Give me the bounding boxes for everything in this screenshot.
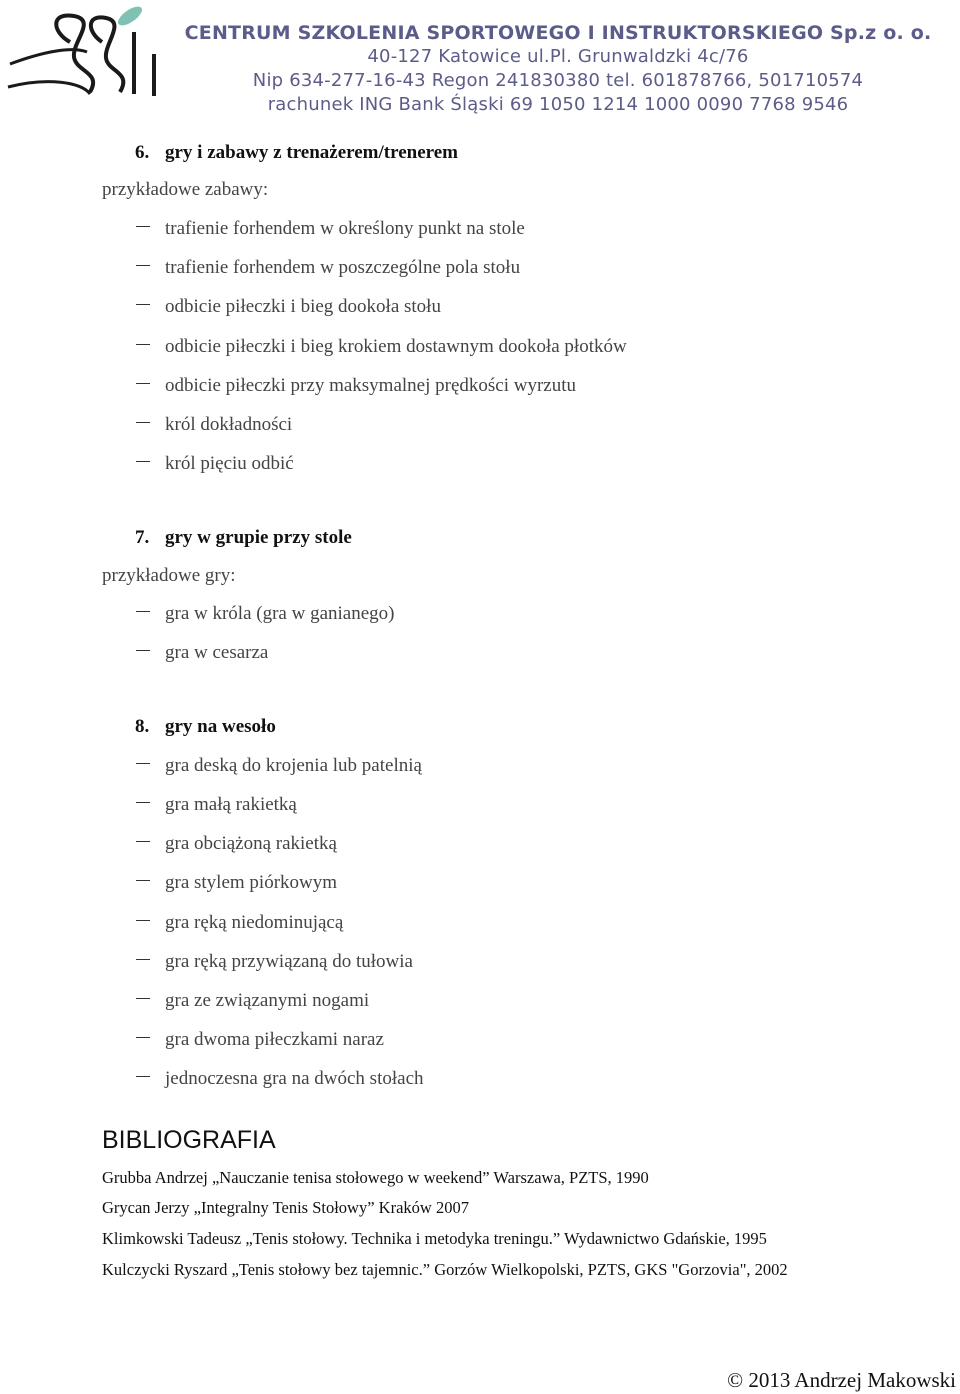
list-item: król pięciu odbić [136, 453, 294, 475]
list-item: odbicie piłeczki i bieg krokiem dostawnym dookoła płotków [136, 336, 627, 358]
bibliography-entry: Klimkowski Tadeusz „Tenis stołowy. Technika i metodyka treningu.” Wydawnictwo Gdańskie, 1995 [102, 1229, 767, 1248]
list-item: jednoczesna gra na dwóch stołach [136, 1068, 424, 1090]
list-item: gra ręką przywiązaną do tułowia [136, 951, 413, 973]
bibliography-entry: Kulczycki Ryszard „Tenis stołowy bez tajemnic.” Gorzów Wielkopolski, PZTS, GKS "Gorzovia", 2002 [102, 1260, 788, 1279]
list-item: król dokładności [136, 414, 292, 436]
bibliography-entry: Grycan Jerzy „Integralny Tenis Stołowy” Kraków 2007 [102, 1198, 469, 1217]
company-logo [2, 2, 177, 112]
company-name: CENTRUM SZKOLENIA SPORTOWEGO I INSTRUKTORSKIEGO Sp.z o. o. [184, 22, 932, 44]
copyright: © 2013 Andrzej Makowski [727, 1368, 956, 1392]
list-item: gra w króla (gra w ganianego) [136, 603, 394, 625]
company-bank: rachunek ING Bank Śląski 69 1050 1214 1000 0090 7768 9546 [267, 94, 849, 115]
bibliography-entry: Grubba Andrzej „Nauczanie tenisa stołowego w weekend” Warszawa, PZTS, 1990 [102, 1168, 649, 1187]
company-address: 40-127 Katowice ul.Pl. Grunwaldzki 4c/76 [367, 46, 749, 67]
section-intro: przykładowe gry: [102, 565, 236, 586]
list-item: gra w cesarza [136, 642, 268, 664]
section-intro: przykładowe zabawy: [102, 179, 269, 200]
list-item: odbicie piłeczki przy maksymalnej prędkości wyrzutu [136, 375, 576, 397]
list-item: odbicie piłeczki i bieg dookoła stołu [136, 296, 441, 318]
list-item: trafienie forhendem w określony punkt na stole [136, 218, 525, 240]
list-item: gra ręką niedominującą [136, 912, 343, 934]
company-ids: Nip 634-277-16-43 Regon 241830380 tel. 601878766, 501710574 [252, 70, 864, 91]
list-item: gra małą rakietką [136, 794, 297, 816]
list-item: trafienie forhendem w poszczególne pola stołu [136, 257, 520, 279]
section-heading: 8. gry na wesoło [135, 716, 276, 737]
list-item: gra deską do krojenia lub patelnią [136, 755, 422, 777]
letterhead [178, 22, 938, 117]
bibliography-title: BIBLIOGRAFIA [102, 1126, 276, 1154]
list-item: gra obciążoną rakietką [136, 833, 337, 855]
section-heading: 7. gry w grupie przy stole [135, 527, 352, 548]
section-heading: 6. gry i zabawy z trenażerem/trenerem [135, 142, 458, 163]
list-item: gra dwoma piłeczkami naraz [136, 1029, 384, 1051]
list-item: gra stylem piórkowym [136, 872, 337, 894]
list-item: gra ze związanymi nogami [136, 990, 369, 1012]
